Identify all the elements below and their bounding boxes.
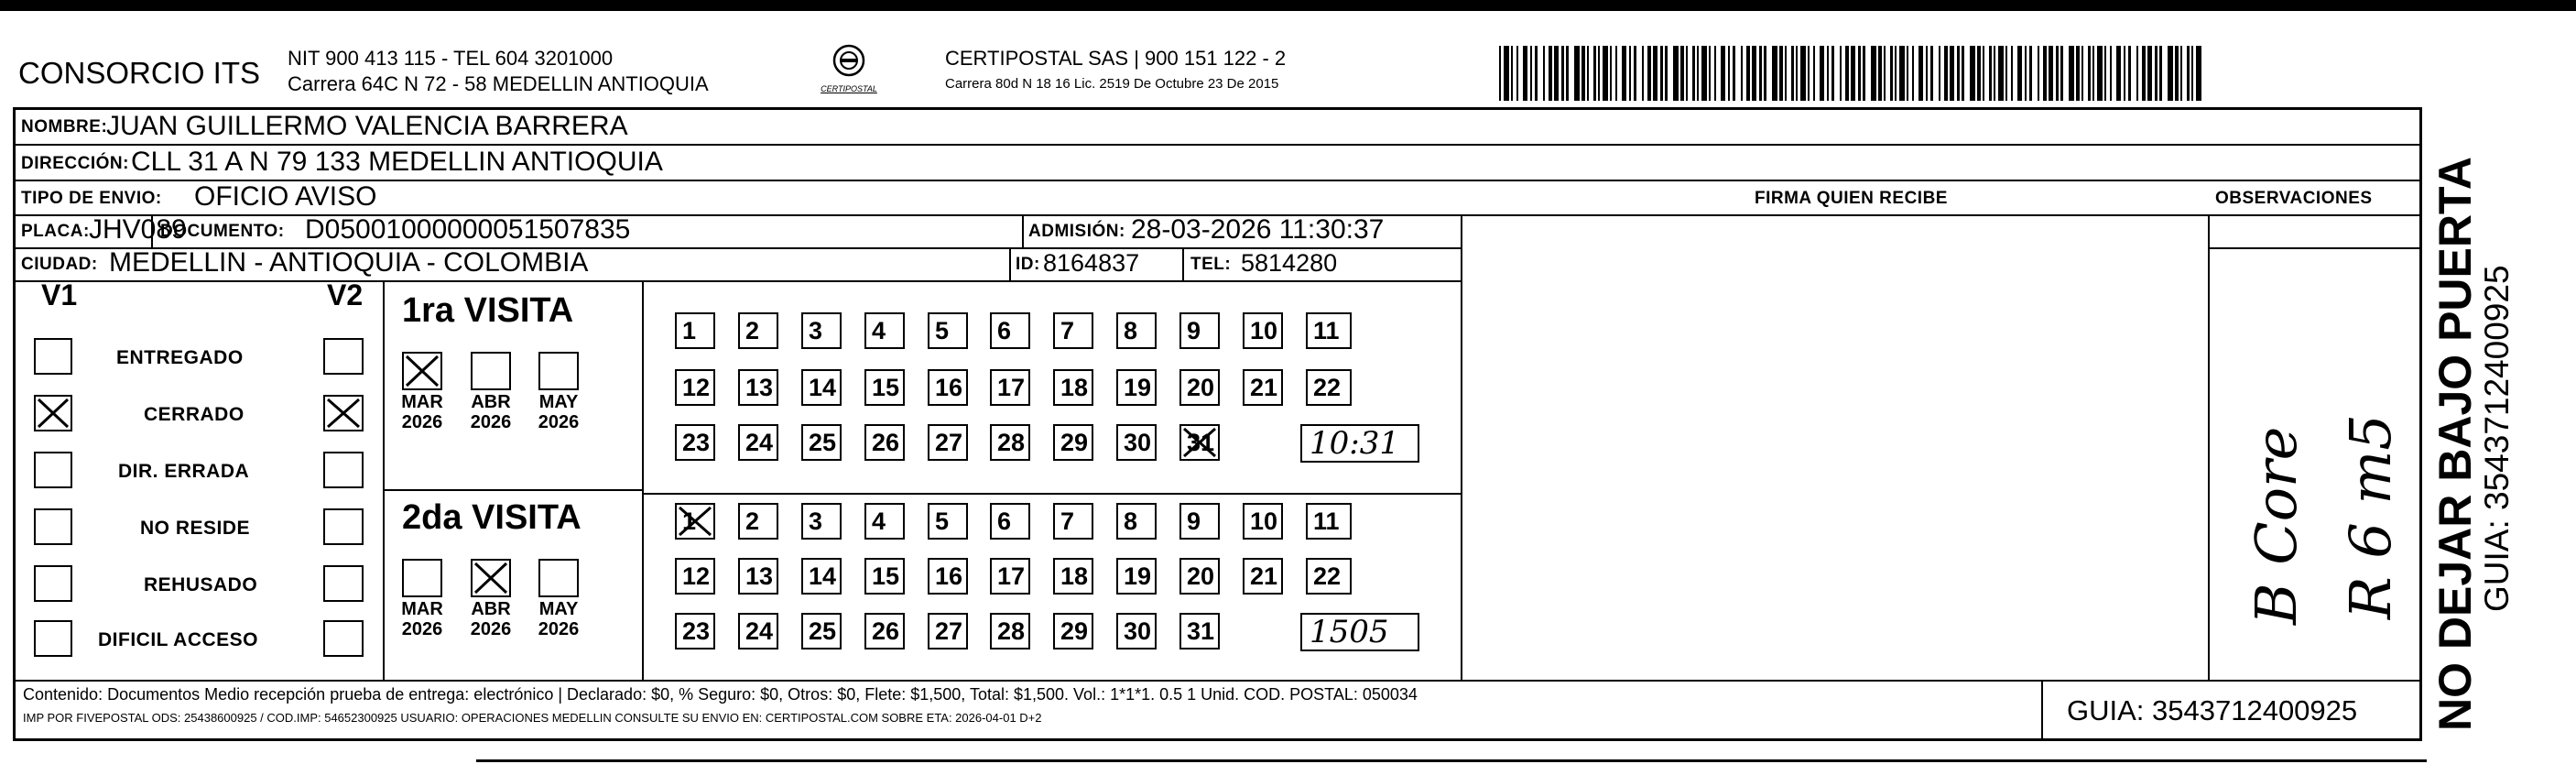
nombre-label: NOMBRE: [21,117,108,136]
visit-day-box[interactable]: 3 [801,503,842,540]
visit-day-box[interactable]: 18 [1053,558,1093,595]
visit-day-box[interactable]: 8 [1116,312,1157,349]
admision-label: ADMISIÓN: [1028,222,1125,241]
placa-value: JHV089 [89,214,187,245]
visit-month-label: MAY [538,599,579,619]
visit-day-box[interactable]: 28 [990,424,1030,461]
visit-day-box[interactable]: 25 [801,424,842,461]
visit-day-box[interactable]: 31 [1179,613,1220,649]
visit-month-checkbox[interactable] [402,559,442,597]
status-option-label: CERRADO [144,404,245,425]
observaciones-handwriting-1: B Core [2243,426,2310,625]
visit-day-box[interactable]: 29 [1053,424,1093,461]
visit-day-box[interactable]: 30 [1116,424,1157,461]
visit-year-label: 2026 [538,619,580,639]
visit-day-box[interactable]: 1 [675,312,715,349]
visit-day-box[interactable]: 31 [1179,424,1220,461]
visit-day-box[interactable]: 24 [738,613,778,649]
visit-month-label: ABR [471,599,511,619]
company-address: Carrera 64C N 72 - 58 MEDELLIN ANTIOQUIA [288,72,709,95]
v2-checkbox[interactable] [323,338,364,375]
visit-day-box[interactable]: 9 [1179,503,1220,540]
visit-day-box[interactable]: 25 [801,613,842,649]
visit-day-box[interactable]: 5 [928,503,968,540]
observaciones-header: OBSERVACIONES [2215,189,2373,208]
admision-value: 28-03-2026 11:30:37 [1131,214,1385,245]
v1-checkbox[interactable] [34,508,72,545]
v2-checkbox[interactable] [323,395,364,431]
direccion-label: DIRECCIÓN: [21,154,129,173]
top-border-line [0,0,2576,11]
documento-label: DOCUMENTO: [160,222,285,241]
status-option-label: REHUSADO [144,574,258,595]
v1-checkbox[interactable] [34,565,72,602]
visit-month-label: ABR [471,392,511,412]
nombre-value: JUAN GUILLERMO VALENCIA BARRERA [106,111,628,141]
status-option-label: ENTREGADO [116,347,244,368]
visit-time-box[interactable]: 1505 [1300,613,1419,651]
footer-print-line: IMP POR FIVEPOSTAL ODS: 25438600925 / COD.IMP: 54652300925 USUARIO: OPERACIONES MEDELLIN CONSULTE SU ENVIO EN: CERTIPOSTAL.COM SOBRE ETA: 2026-04-01 D+2 [23,711,1042,725]
barcode [1499,46,2204,101]
v1-checkbox[interactable] [34,452,72,488]
courier-address: Carrera 80d N 18 16 Lic. 2519 De Octubre 23 De 2015 [945,76,1279,92]
visit-day-box[interactable]: 8 [1116,503,1157,540]
visit-day-box[interactable]: 19 [1116,558,1157,595]
visit-year-label: 2026 [470,619,512,639]
visit-day-box[interactable]: 13 [738,369,778,406]
visit-day-box[interactable]: 22 [1306,369,1352,406]
visit-day-box[interactable]: 7 [1053,312,1093,349]
status-option-label: DIFICIL ACCESO [98,629,259,650]
visit-month-checkbox[interactable] [402,352,442,390]
visit-day-box[interactable]: 20 [1179,558,1220,595]
status-option-label: DIR. ERRADA [118,461,250,482]
direccion-value: CLL 31 A N 79 133 MEDELLIN ANTIOQUIA [131,147,663,177]
visit-day-box[interactable]: 22 [1306,558,1352,595]
visit-day-box[interactable]: 5 [928,312,968,349]
visit-day-box[interactable]: 18 [1053,369,1093,406]
visit-day-box[interactable]: 26 [864,613,905,649]
id-value: 8164837 [1043,249,1140,277]
footer-guia: GUIA: 3543712400925 [2067,694,2358,726]
tel-label: TEL: [1190,255,1232,274]
vertical-guia-number: GUIA: 3543712400925 [2478,265,2516,612]
second-visit-title: 2da VISITA [402,498,582,537]
v2-checkbox[interactable] [323,565,364,602]
v1-checkbox[interactable] [34,338,72,375]
visit-day-box[interactable]: 21 [1243,558,1283,595]
visit-day-box[interactable]: 2 [738,503,778,540]
footer-content-line: Contenido: Documentos Medio recepción prueba de entrega: electrónico | Declarado: $0, % Seguro: $0, Otros: $0, Flete: $1,500, Total: $1,500. Vol.: 1*1*1. 0.5 1 Unid. COD. POSTAL: 050034 [23,685,1418,704]
visit-day-box[interactable]: 3 [801,312,842,349]
bottom-line [476,759,2427,762]
visit-day-box[interactable]: 12 [675,558,715,595]
visit-year-label: 2026 [401,619,443,639]
visit-day-box[interactable]: 14 [801,369,842,406]
visit-day-box[interactable]: 4 [864,312,905,349]
placa-label: PLACA: [21,222,90,241]
v1-header: V1 [41,278,78,311]
visit-day-box[interactable]: 27 [928,613,968,649]
ciudad-value: MEDELLIN - ANTIOQUIA - COLOMBIA [109,247,589,278]
visit-day-box[interactable]: 6 [990,503,1030,540]
visit-month-label: MAR [401,599,443,619]
visit-month-checkbox[interactable] [471,559,511,597]
visit-month-label: MAY [538,392,579,412]
visit-day-box[interactable]: 24 [738,424,778,461]
visit-day-box[interactable]: 20 [1179,369,1220,406]
v2-checkbox[interactable] [323,452,364,488]
visit-day-box[interactable]: 10 [1243,503,1283,540]
visit-day-box[interactable]: 19 [1116,369,1157,406]
visit-day-box[interactable]: 26 [864,424,905,461]
visit-day-box[interactable]: 23 [675,613,715,649]
visit-month-checkbox[interactable] [471,352,511,390]
visit-month-label: MAR [401,392,443,412]
certipostal-logo [817,40,881,106]
visit-year-label: 2026 [538,412,580,432]
visit-day-box[interactable]: 14 [801,558,842,595]
tipo-envio-value: OFICIO AVISO [194,181,377,212]
visit-day-box[interactable]: 11 [1306,503,1352,540]
tipo-envio-label: TIPO DE ENVIO: [21,189,162,208]
visit-day-box[interactable]: 28 [990,613,1030,649]
visit-day-box[interactable]: 7 [1053,503,1093,540]
ciudad-label: CIUDAD: [21,255,98,274]
visit-day-box[interactable]: 27 [928,424,968,461]
company-nit: NIT 900 413 115 - TEL 604 3201000 [288,47,614,70]
visit-day-box[interactable]: 13 [738,558,778,595]
visit-day-box[interactable]: 30 [1116,613,1157,649]
visit-day-box[interactable]: 1 [675,503,715,540]
status-option-label: NO RESIDE [140,518,251,539]
courier-name: CERTIPOSTAL SAS | 900 151 122 - 2 [945,47,1287,70]
visit-day-box[interactable]: 6 [990,312,1030,349]
first-visit-title: 1ra VISITA [402,291,574,330]
visit-day-box[interactable]: 11 [1306,312,1352,349]
visit-day-box[interactable]: 12 [675,369,715,406]
visit-day-box[interactable]: 23 [675,424,715,461]
visit-day-box[interactable]: 21 [1243,369,1283,406]
visit-time-box[interactable]: 10:31 [1300,424,1419,463]
documento-value: D05001000000051507835 [305,214,631,245]
visit-month-checkbox[interactable] [538,352,579,390]
visit-day-box[interactable]: 10 [1243,312,1283,349]
v1-checkbox[interactable] [34,620,72,657]
v2-header: V2 [327,278,364,311]
visit-year-label: 2026 [470,412,512,432]
id-label: ID: [1016,255,1040,274]
visit-day-box[interactable]: 16 [928,369,968,406]
no-dejar-bajo-puerta-notice: NO DEJAR BAJO PUERTA [2429,157,2481,731]
observaciones-handwriting-2: R 6 m5 [2337,414,2404,619]
visit-day-box[interactable]: 29 [1053,613,1093,649]
firma-header: FIRMA QUIEN RECIBE [1755,189,1948,208]
delivery-form [13,107,2422,741]
logo-caption: CERTIPOSTAL [821,84,877,93]
visit-day-box[interactable]: 17 [990,558,1030,595]
visit-day-box[interactable]: 2 [738,312,778,349]
visit-day-box[interactable]: 17 [990,369,1030,406]
v1-checkbox[interactable] [34,395,72,431]
visit-day-box[interactable]: 9 [1179,312,1220,349]
v2-checkbox[interactable] [323,508,364,545]
visit-day-box[interactable]: 15 [864,369,905,406]
visit-day-box[interactable]: 15 [864,558,905,595]
visit-month-checkbox[interactable] [538,559,579,597]
v2-checkbox[interactable] [323,620,364,657]
company-name: CONSORCIO ITS [18,56,261,90]
visit-day-box[interactable]: 16 [928,558,968,595]
visit-day-box[interactable]: 4 [864,503,905,540]
tel-value: 5814280 [1241,249,1338,277]
visit-year-label: 2026 [401,412,443,432]
